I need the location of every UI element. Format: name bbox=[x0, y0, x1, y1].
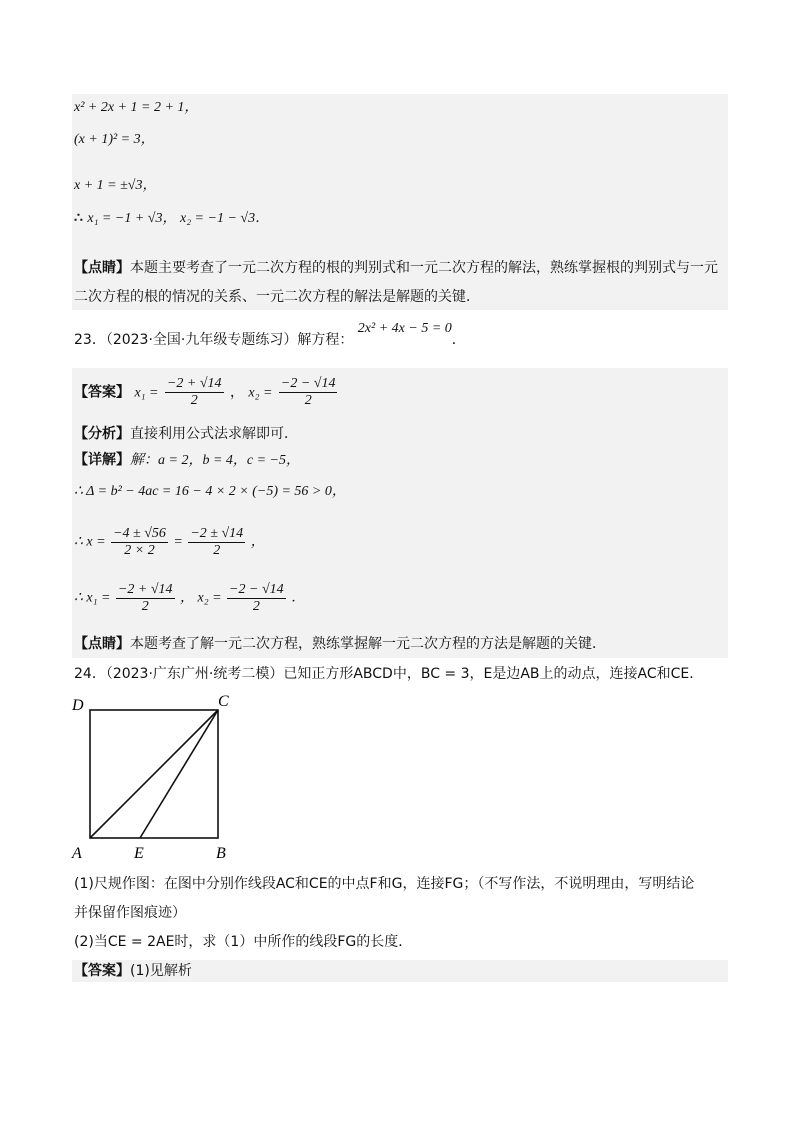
equation-line-2: (x + 1)² = 3， bbox=[74, 132, 155, 147]
answer-x1-fraction bbox=[165, 376, 224, 409]
part-1-line-1: (1)尺规作图：在图中分别作线段AC和CE的中点F和G，连接FG；（不写作法，不说明理由，写明结论 bbox=[74, 876, 695, 892]
answer-x2-numerator: −2 − √14 bbox=[280, 376, 336, 391]
detail-4-pre: ∴ x₁ = bbox=[74, 590, 111, 606]
segment-ce bbox=[140, 710, 218, 838]
analysis-23-line bbox=[74, 424, 298, 444]
answer-tag: 【答案】 bbox=[74, 384, 130, 401]
detail-4-end: ． bbox=[291, 590, 306, 606]
detail-4-num-2: −2 − √14 bbox=[229, 582, 284, 597]
detail-3-den-1: 2 × 2 bbox=[124, 543, 155, 558]
detail-4-den-2: 2 bbox=[252, 599, 260, 614]
detail-23-line-1 bbox=[74, 450, 300, 471]
detail-3-fraction-2 bbox=[188, 526, 245, 559]
answer-x1-denominator: 2 bbox=[190, 393, 198, 408]
answer-x2-label: x₂ = bbox=[248, 385, 273, 401]
label-b: B bbox=[216, 845, 226, 862]
detail-3-pre: ∴ x = bbox=[74, 534, 106, 550]
square-figure bbox=[60, 688, 260, 868]
detail-3-num-2: −2 ± √14 bbox=[190, 526, 244, 541]
detail-4-mid: ， x₂ = bbox=[180, 590, 222, 606]
question-23-end: ． bbox=[451, 332, 466, 348]
label-a: A bbox=[72, 845, 82, 862]
detail-3-end: ， bbox=[250, 534, 265, 550]
answer-separator: ， bbox=[229, 384, 244, 401]
dianjing-tag: 【点睛】 bbox=[74, 260, 130, 276]
dianjing-text-1: 本题主要考查了一元二次方程的根的判别式和一元二次方程的解法，熟练掌握根的判别式与一元 bbox=[130, 260, 718, 276]
label-e: E bbox=[134, 845, 144, 862]
detail-23-line-4 bbox=[74, 582, 305, 615]
analysis-tag: 【分析】 bbox=[74, 426, 130, 442]
detail-3-num-1: −4 ± √56 bbox=[113, 526, 166, 541]
answer-24-line bbox=[74, 961, 192, 981]
detail-text-1: 解：a = 2，b = 4，c = −5， bbox=[130, 453, 301, 468]
roots-text: x₁ = −1 + √3， x₂ = −1 − √3． bbox=[87, 211, 270, 226]
part-2-line: (2)当CE = 2AE时，求（1）中所作的线段FG的长度． bbox=[74, 934, 413, 950]
part-1-line-2: 并保留作图痕迹） bbox=[74, 905, 186, 921]
detail-tag: 【详解】 bbox=[74, 452, 130, 468]
label-c: C bbox=[218, 693, 229, 710]
detail-23-line-2: ∴ Δ = b² − 4ac = 16 − 4 × 2 × (−5) = 56 > 0， bbox=[74, 484, 346, 499]
dianjing-line-2: 二次方程的根的情况的关系、一元二次方程的解法是解题的关键． bbox=[74, 289, 480, 305]
therefore-symbol: ∴ bbox=[74, 210, 83, 226]
detail-4-num-1: −2 + √14 bbox=[117, 582, 173, 597]
detail-23-line-3 bbox=[74, 526, 265, 559]
question-24-stem: 24．（2023·广东广州·统考二模）已知正方形ABCD中，BC = 3，E是边AB上的动点，连接AC和CE． bbox=[74, 666, 704, 682]
label-d: D bbox=[72, 697, 84, 714]
detail-4-den-1: 2 bbox=[141, 599, 149, 614]
equation-line-3: x + 1 = ±√3， bbox=[74, 178, 157, 193]
detail-3-eq: = bbox=[173, 534, 183, 550]
answer-23-line bbox=[74, 376, 339, 409]
answer-x1-label: x₁ = bbox=[134, 385, 159, 401]
question-23-equation: 2x² + 4x − 5 = 0 bbox=[357, 321, 452, 336]
answer-x1-numerator: −2 + √14 bbox=[166, 376, 222, 391]
segment-ac bbox=[90, 710, 218, 838]
answer-x2-fraction bbox=[279, 376, 338, 409]
question-23-text: 23．（2023·全国·九年级专题练习）解方程： bbox=[74, 332, 354, 348]
dianjing-23-text: 本题考查了解一元二次方程，熟练掌握解一元二次方程的方法是解题的关键． bbox=[130, 636, 606, 652]
answer-24-text: (1)见解析 bbox=[130, 963, 192, 979]
answer-24-tag: 【答案】 bbox=[74, 963, 130, 979]
detail-4-fraction-2 bbox=[227, 582, 286, 615]
equation-line-4 bbox=[74, 208, 269, 229]
analysis-text: 直接利用公式法求解即可． bbox=[130, 426, 298, 442]
detail-3-den-2: 2 bbox=[213, 543, 221, 558]
equation-line-1: x² + 2x + 1 = 2 + 1， bbox=[74, 100, 199, 115]
detail-4-fraction-1 bbox=[116, 582, 175, 615]
dianjing-line-1 bbox=[74, 258, 718, 278]
dianjing-23-line bbox=[74, 634, 606, 654]
question-23-stem bbox=[74, 321, 466, 351]
answer-x2-denominator: 2 bbox=[304, 393, 312, 408]
dianjing-23-tag: 【点睛】 bbox=[74, 636, 130, 652]
detail-3-fraction-1 bbox=[111, 526, 168, 559]
